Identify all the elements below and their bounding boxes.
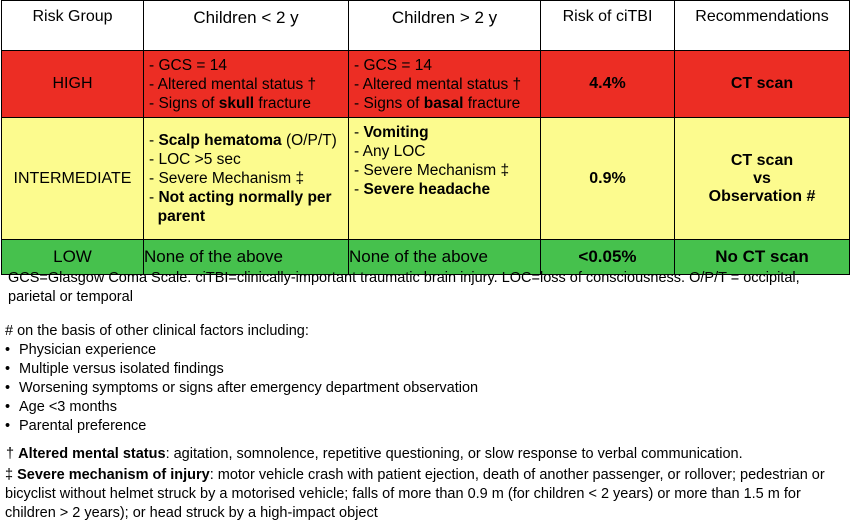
table-row-high	[2, 51, 850, 118]
criteria-under-2-low: None of the above	[144, 240, 349, 275]
criterion: - Altered mental status †	[354, 75, 522, 93]
recommendation-low: No CT scan	[675, 240, 850, 275]
list-item: • Age <3 months	[5, 399, 117, 415]
criteria-over-2-intermediate	[349, 118, 541, 240]
criterion: - GCS = 14	[149, 56, 227, 74]
criterion: - Signs of skull fracture	[149, 94, 311, 112]
header-under-2: Children < 2 y	[144, 1, 349, 51]
criterion: - Any LOC	[354, 143, 426, 160]
criterion: - Severe Mechanism ‡	[149, 170, 305, 187]
footnote-altered-mental-status: † Altered mental status: agitation, somnolence, repetitive questioning, or slow response to verbal communication.	[6, 446, 743, 462]
risk-group-high: HIGH	[2, 51, 144, 118]
criterion: - Severe Mechanism ‡	[354, 162, 510, 179]
criterion: - Not acting normally per	[149, 189, 332, 206]
abbreviations-note: GCS=Glasgow Coma Scale. ciTBI=clinically-important traumatic brain injury. LOC=loss of consciousness. O/P/T = occipital, parietal or temporal	[8, 270, 800, 305]
footnote-severe-mechanism: ‡ Severe mechanism of injury: motor vehicle crash with patient ejection, death of another passenger, or rollover; pedestrian or bicyclist without helmet struck by a motorised vehicle; falls of more than 0.9 m (for children < 2 years) or more than 1.5 m for children > 2 years); or head struck by a high-impact object	[5, 467, 825, 521]
criteria-over-2-low: None of the above	[349, 240, 541, 275]
header-row	[2, 1, 850, 51]
footnotes	[5, 445, 845, 523]
list-item: • Multiple versus isolated findings	[5, 361, 224, 377]
risk-group-intermediate: INTERMEDIATE	[2, 118, 144, 240]
header-risk-group: Risk Group	[2, 1, 144, 51]
criterion: - Severe headache	[354, 181, 491, 198]
observation-list	[5, 341, 478, 436]
criterion: - Scalp hematoma (O/P/T)	[149, 132, 337, 149]
criterion: - Altered mental status †	[149, 75, 317, 93]
recommendation-high: CT scan	[675, 51, 850, 118]
list-item: • Physician experience	[5, 342, 157, 358]
criteria-over-2-high	[349, 51, 541, 118]
risk-value-low: <0.05%	[541, 240, 675, 275]
criterion: - Vomiting	[354, 124, 429, 141]
criteria-under-2-intermediate	[144, 118, 349, 240]
recommendation-intermediate: CT scan vs Observation #	[675, 118, 850, 240]
observation-factors	[5, 322, 478, 436]
list-item: • Parental preference	[5, 418, 147, 434]
criterion: - Signs of basal fracture	[354, 94, 521, 112]
criterion: - LOC >5 sec	[149, 151, 241, 168]
risk-table	[1, 0, 850, 275]
list-item: • Worsening symptoms or signs after emergency department observation	[5, 380, 479, 396]
header-recommendations: Recommendations	[675, 1, 850, 51]
risk-value-high: 4.4%	[541, 51, 675, 118]
criterion: parent	[157, 208, 205, 225]
risk-group-low: LOW	[2, 240, 144, 275]
table-row-intermediate	[2, 118, 850, 240]
observation-intro: # on the basis of other clinical factors including:	[5, 323, 309, 339]
criteria-under-2-high	[144, 51, 349, 118]
header-over-2: Children > 2 y	[349, 1, 541, 51]
criterion: - GCS = 14	[354, 56, 432, 74]
risk-value-intermediate: 0.9%	[541, 118, 675, 240]
header-risk: Risk of ciTBI	[541, 1, 675, 51]
